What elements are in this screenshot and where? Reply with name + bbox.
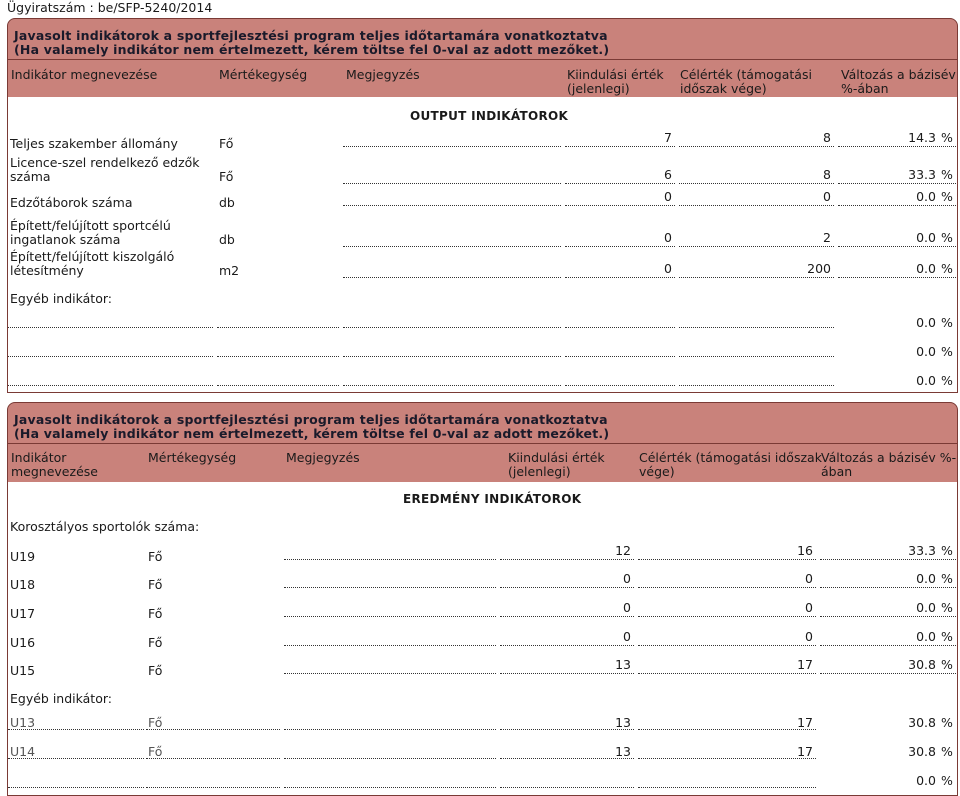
other-name-field[interactable] — [8, 343, 213, 357]
target-value: 0 — [805, 571, 813, 586]
percent-sign: % — [941, 167, 953, 182]
other-unit-field[interactable] — [146, 745, 280, 759]
change-value: 14.3 — [908, 130, 936, 145]
other-change-value: 0.0 — [916, 344, 936, 359]
age-group-name: U17 — [10, 606, 36, 621]
header-2-target-value: Célérték (támogatási időszak vége) — [639, 450, 822, 479]
result-section-title: EREDMÉNY INDIKÁTOROK — [403, 492, 582, 506]
banner-2-line-2: (Ha valamely indikátor nem értelmezett, kérem töltse fel 0-val az adott mezőket.) — [14, 426, 610, 441]
header-indicator-name: Indikátor megnevezése — [11, 67, 158, 82]
indicator-name-line-1: Licence-szel rendelkező edzők — [10, 155, 200, 170]
percent-sign: % — [941, 315, 953, 330]
age-group-label: Korosztályos sportolók száma: — [10, 519, 200, 534]
note-field[interactable] — [343, 233, 561, 247]
change-value: 33.3 — [908, 543, 936, 558]
start-value: 0 — [623, 571, 631, 586]
header-2-start-value: Kiindulási érték (jelenlegi) — [508, 450, 605, 479]
other-note-field[interactable] — [284, 716, 496, 730]
header-note: Megjegyzés — [346, 67, 420, 82]
note-field[interactable] — [284, 546, 496, 560]
other-change-value: 0.0 — [916, 773, 936, 788]
change-value: 0.0 — [916, 600, 936, 615]
unit-value: Fő — [219, 169, 234, 184]
note-field[interactable] — [343, 133, 561, 147]
other-change-value: 0.0 — [916, 373, 936, 388]
other-note-field[interactable] — [284, 774, 496, 788]
other-change-value: 30.8 — [908, 744, 936, 759]
indicator-banner-1 — [7, 18, 958, 60]
start-value: 0 — [664, 189, 672, 204]
other-unit-field[interactable] — [146, 716, 280, 730]
header-2-change: Változás a bázisév %- ában — [821, 450, 957, 479]
age-group-name: U16 — [10, 635, 36, 650]
target-value: 0 — [805, 600, 813, 615]
change-value: 0.0 — [916, 189, 936, 204]
banner-2-line-1: Javasolt indikátorok a sportfejlesztési program teljes időtartamára vonatkoztatva — [14, 412, 608, 427]
age-group-name: U15 — [10, 663, 36, 678]
other-target-value: 17 — [797, 715, 813, 730]
start-value: 6 — [664, 167, 672, 182]
unit-value: m2 — [219, 263, 240, 278]
unit-value: Fő — [148, 577, 163, 592]
target-value: 16 — [797, 543, 813, 558]
indicator-name-line-1: Épített/felújított sportcélú — [10, 218, 171, 233]
note-field[interactable] — [343, 192, 561, 206]
other-note-field[interactable] — [284, 745, 496, 759]
other-name-field[interactable] — [8, 774, 144, 788]
other-change-value: 30.8 — [908, 715, 936, 730]
header-2-note: Megjegyzés — [286, 450, 360, 465]
other-note-field[interactable] — [343, 314, 561, 328]
header-unit: Mértékegység — [219, 67, 308, 82]
indicator-name-line-1: Épített/felújított kiszolgáló — [10, 249, 175, 264]
change-value: 0.0 — [916, 230, 936, 245]
other-target-value: 17 — [797, 744, 813, 759]
percent-sign: % — [941, 261, 953, 276]
other-unit-field[interactable] — [217, 314, 339, 328]
note-field[interactable] — [343, 170, 561, 184]
note-field[interactable] — [284, 660, 496, 674]
other-name-field[interactable] — [8, 314, 213, 328]
other-name-value: U13 — [10, 715, 36, 730]
unit-value: Fő — [148, 663, 163, 678]
other-unit-value: Fő — [148, 744, 163, 759]
percent-sign: % — [941, 773, 953, 788]
other-indicator-label-1: Egyéb indikátor: — [10, 291, 112, 306]
percent-sign: % — [941, 230, 953, 245]
other-start-field[interactable] — [565, 343, 675, 357]
header-target-value: Célérték (támogatási időszak vége) — [680, 67, 812, 96]
other-start-field[interactable] — [565, 314, 675, 328]
document-id: Ügyiratszám : be/SFP-5240/2014 — [7, 0, 213, 15]
target-value: 0 — [805, 629, 813, 644]
unit-value: Fő — [148, 606, 163, 621]
target-value: 17 — [797, 657, 813, 672]
indicator-name-line-2: száma — [10, 169, 51, 184]
output-section-title: OUTPUT INDIKÁTOROK — [410, 109, 569, 123]
percent-sign: % — [941, 571, 953, 586]
target-value: 8 — [823, 130, 831, 145]
unit-value: db — [219, 232, 235, 247]
start-value: 0 — [623, 600, 631, 615]
percent-sign: % — [941, 744, 953, 759]
start-value: 0 — [664, 230, 672, 245]
percent-sign: % — [941, 543, 953, 558]
target-value: 8 — [823, 167, 831, 182]
start-value: 0 — [664, 261, 672, 276]
banner-1-line-1: Javasolt indikátorok a sportfejlesztési program teljes időtartamára vonatkoztatva — [14, 28, 608, 43]
header-2-unit: Mértékegység — [148, 450, 237, 465]
other-target-field[interactable] — [679, 314, 834, 328]
percent-sign: % — [941, 130, 953, 145]
other-unit-field[interactable] — [217, 343, 339, 357]
indicator-name-line-2: létesítmény — [10, 263, 84, 278]
target-value: 0 — [823, 189, 831, 204]
age-group-name: U19 — [10, 549, 36, 564]
unit-value: Fő — [219, 136, 234, 151]
percent-sign: % — [941, 373, 953, 388]
table-2-header-row — [7, 444, 958, 482]
percent-sign: % — [941, 715, 953, 730]
start-value: 13 — [615, 657, 631, 672]
table-1-header-row — [7, 60, 958, 97]
other-name-field[interactable] — [8, 372, 213, 386]
percent-sign: % — [941, 344, 953, 359]
header-change: Változás a bázisév %-ában — [841, 67, 956, 96]
other-unit-field[interactable] — [217, 372, 339, 386]
other-note-field[interactable] — [343, 372, 561, 386]
change-value: 0.0 — [916, 571, 936, 586]
other-change-value: 0.0 — [916, 315, 936, 330]
target-value: 2 — [823, 230, 831, 245]
indicator-name-line-2: ingatlanok száma — [10, 232, 121, 247]
change-value: 30.8 — [908, 657, 936, 672]
percent-sign: % — [941, 600, 953, 615]
other-note-field[interactable] — [343, 343, 561, 357]
unit-value: Fő — [148, 549, 163, 564]
other-unit-value: Fő — [148, 715, 163, 730]
other-start-value: 13 — [615, 715, 631, 730]
percent-sign: % — [941, 657, 953, 672]
start-value: 0 — [623, 629, 631, 644]
age-group-name: U18 — [10, 577, 36, 592]
start-value: 12 — [615, 543, 631, 558]
header-start-value: Kiindulási érték (jelenlegi) — [567, 67, 664, 96]
note-field[interactable] — [284, 603, 496, 617]
unit-value: Fő — [148, 635, 163, 650]
other-start-field[interactable] — [500, 774, 634, 788]
other-start-value: 13 — [615, 744, 631, 759]
percent-sign: % — [941, 629, 953, 644]
change-value: 0.0 — [916, 629, 936, 644]
other-start-field[interactable] — [565, 372, 675, 386]
other-name-value: U14 — [10, 744, 36, 759]
banner-1-line-2: (Ha valamely indikátor nem értelmezett, kérem töltse fel 0-val az adott mezőket.) — [14, 42, 610, 57]
start-value: 7 — [664, 130, 672, 145]
other-target-field[interactable] — [638, 774, 816, 788]
target-value: 200 — [807, 261, 831, 276]
note-field[interactable] — [284, 574, 496, 588]
other-indicator-label-2: Egyéb indikátor: — [10, 691, 112, 706]
note-field[interactable] — [284, 632, 496, 646]
percent-sign: % — [941, 189, 953, 204]
change-value: 0.0 — [916, 261, 936, 276]
header-2-indicator-name: Indikátor megnevezése — [11, 450, 98, 479]
indicator-name-line-1: Teljes szakember állomány — [10, 136, 178, 151]
indicator-name-line-1: Edzőtáborok száma — [10, 195, 133, 210]
indicator-banner-2 — [7, 402, 958, 444]
unit-value: db — [219, 195, 235, 210]
other-unit-field[interactable] — [146, 774, 280, 788]
change-value: 33.3 — [908, 167, 936, 182]
other-target-field[interactable] — [679, 372, 834, 386]
note-field[interactable] — [343, 264, 561, 278]
other-target-field[interactable] — [679, 343, 834, 357]
